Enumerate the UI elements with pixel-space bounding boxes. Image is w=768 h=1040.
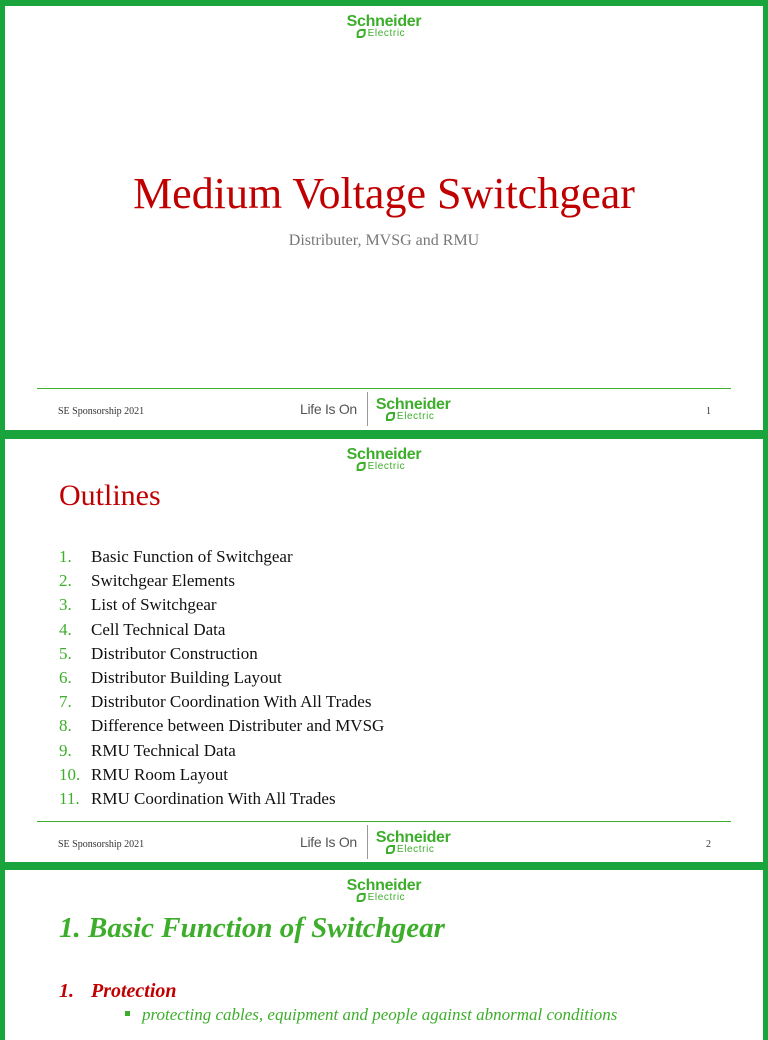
- footer-brand: [300, 392, 451, 426]
- outline-item-number: 11.: [59, 788, 80, 808]
- outline-item-label: Difference between Distributer and MVSG: [91, 716, 385, 736]
- outline-item-label: Distributor Construction: [91, 643, 258, 663]
- slide-title: Medium Voltage Switchgear: [133, 169, 635, 218]
- outline-item: [59, 642, 384, 666]
- outline-item-number: 9.: [59, 740, 72, 760]
- outline-item-label: Cell Technical Data: [91, 619, 226, 639]
- outline-item: [59, 569, 384, 593]
- schneider-leaf-icon: [386, 412, 395, 421]
- brand-separator: [367, 392, 368, 426]
- outline-item-number: 3.: [59, 595, 72, 615]
- outline-item-label: Switchgear Elements: [91, 571, 235, 591]
- life-is-on-tagline: Life Is On: [300, 401, 357, 417]
- outline-item: [59, 763, 384, 787]
- slide-title: 1. Basic Function of Switchgear: [59, 912, 445, 944]
- schneider-leaf-icon: [386, 845, 395, 854]
- outline-item-label: List of Switchgear: [91, 595, 217, 615]
- outline-list: [59, 545, 384, 811]
- outline-item: [59, 618, 384, 642]
- outline-item-label: Basic Function of Switchgear: [91, 547, 293, 566]
- schneider-logo: Schneider Electric: [346, 446, 422, 472]
- slide-2: [5, 439, 763, 862]
- schneider-logo: Schneider Electric: [346, 13, 422, 39]
- footer-brand: [300, 825, 451, 859]
- footer-sponsorship: SE Sponsorship 2021: [58, 406, 145, 417]
- outline-item-label: RMU Technical Data: [91, 740, 236, 760]
- outline-item-label: RMU Room Layout: [91, 764, 228, 784]
- bullet-item: protecting cables, equipment and people against abnormal conditions: [125, 1005, 617, 1025]
- outline-item-label: Distributor Building Layout: [91, 667, 282, 687]
- outline-item: [59, 593, 384, 617]
- schneider-logo: Schneider Electric: [375, 828, 451, 855]
- outline-item-number: 8.: [59, 716, 72, 736]
- page-number: 2: [706, 839, 711, 850]
- outline-item-number: 4.: [59, 619, 72, 639]
- outline-item-label: RMU Coordination With All Trades: [91, 788, 336, 808]
- outline-item: [59, 787, 384, 811]
- outline-item-label: Distributor Coordination With All Trades: [91, 692, 372, 712]
- bullet-square-icon: [125, 1011, 130, 1016]
- footer-divider: [37, 388, 731, 389]
- outline-item-number: 1.: [59, 547, 72, 566]
- footer-sponsorship: SE Sponsorship 2021: [58, 839, 145, 850]
- outline-item-number: 5.: [59, 643, 72, 663]
- life-is-on-tagline: Life Is On: [300, 834, 357, 850]
- outline-item: [59, 690, 384, 714]
- slide-subtitle: Distributer, MVSG and RMU: [288, 232, 480, 249]
- footer-divider: [37, 821, 731, 822]
- outline-item-number: 10.: [59, 764, 81, 784]
- schneider-logo: Schneider Electric: [375, 395, 451, 422]
- outline-item: [59, 545, 384, 569]
- outline-item-number: 2.: [59, 571, 72, 591]
- schneider-leaf-icon: [357, 29, 366, 38]
- outline-item: [59, 739, 384, 763]
- outline-item: [59, 714, 384, 738]
- schneider-leaf-icon: [357, 462, 366, 471]
- slide-3: [5, 870, 763, 1040]
- page-number: 1: [706, 406, 711, 417]
- outline-item-number: 7.: [59, 692, 72, 712]
- slide-1: [5, 6, 763, 430]
- section-heading: 1. Protection: [59, 980, 177, 1002]
- brand-separator: [367, 825, 368, 859]
- outline-item: [59, 666, 384, 690]
- schneider-leaf-icon: [357, 893, 366, 902]
- outline-item-number: 6.: [59, 667, 72, 687]
- slide-title: Outlines: [59, 479, 161, 512]
- schneider-logo: Schneider Electric: [346, 877, 422, 903]
